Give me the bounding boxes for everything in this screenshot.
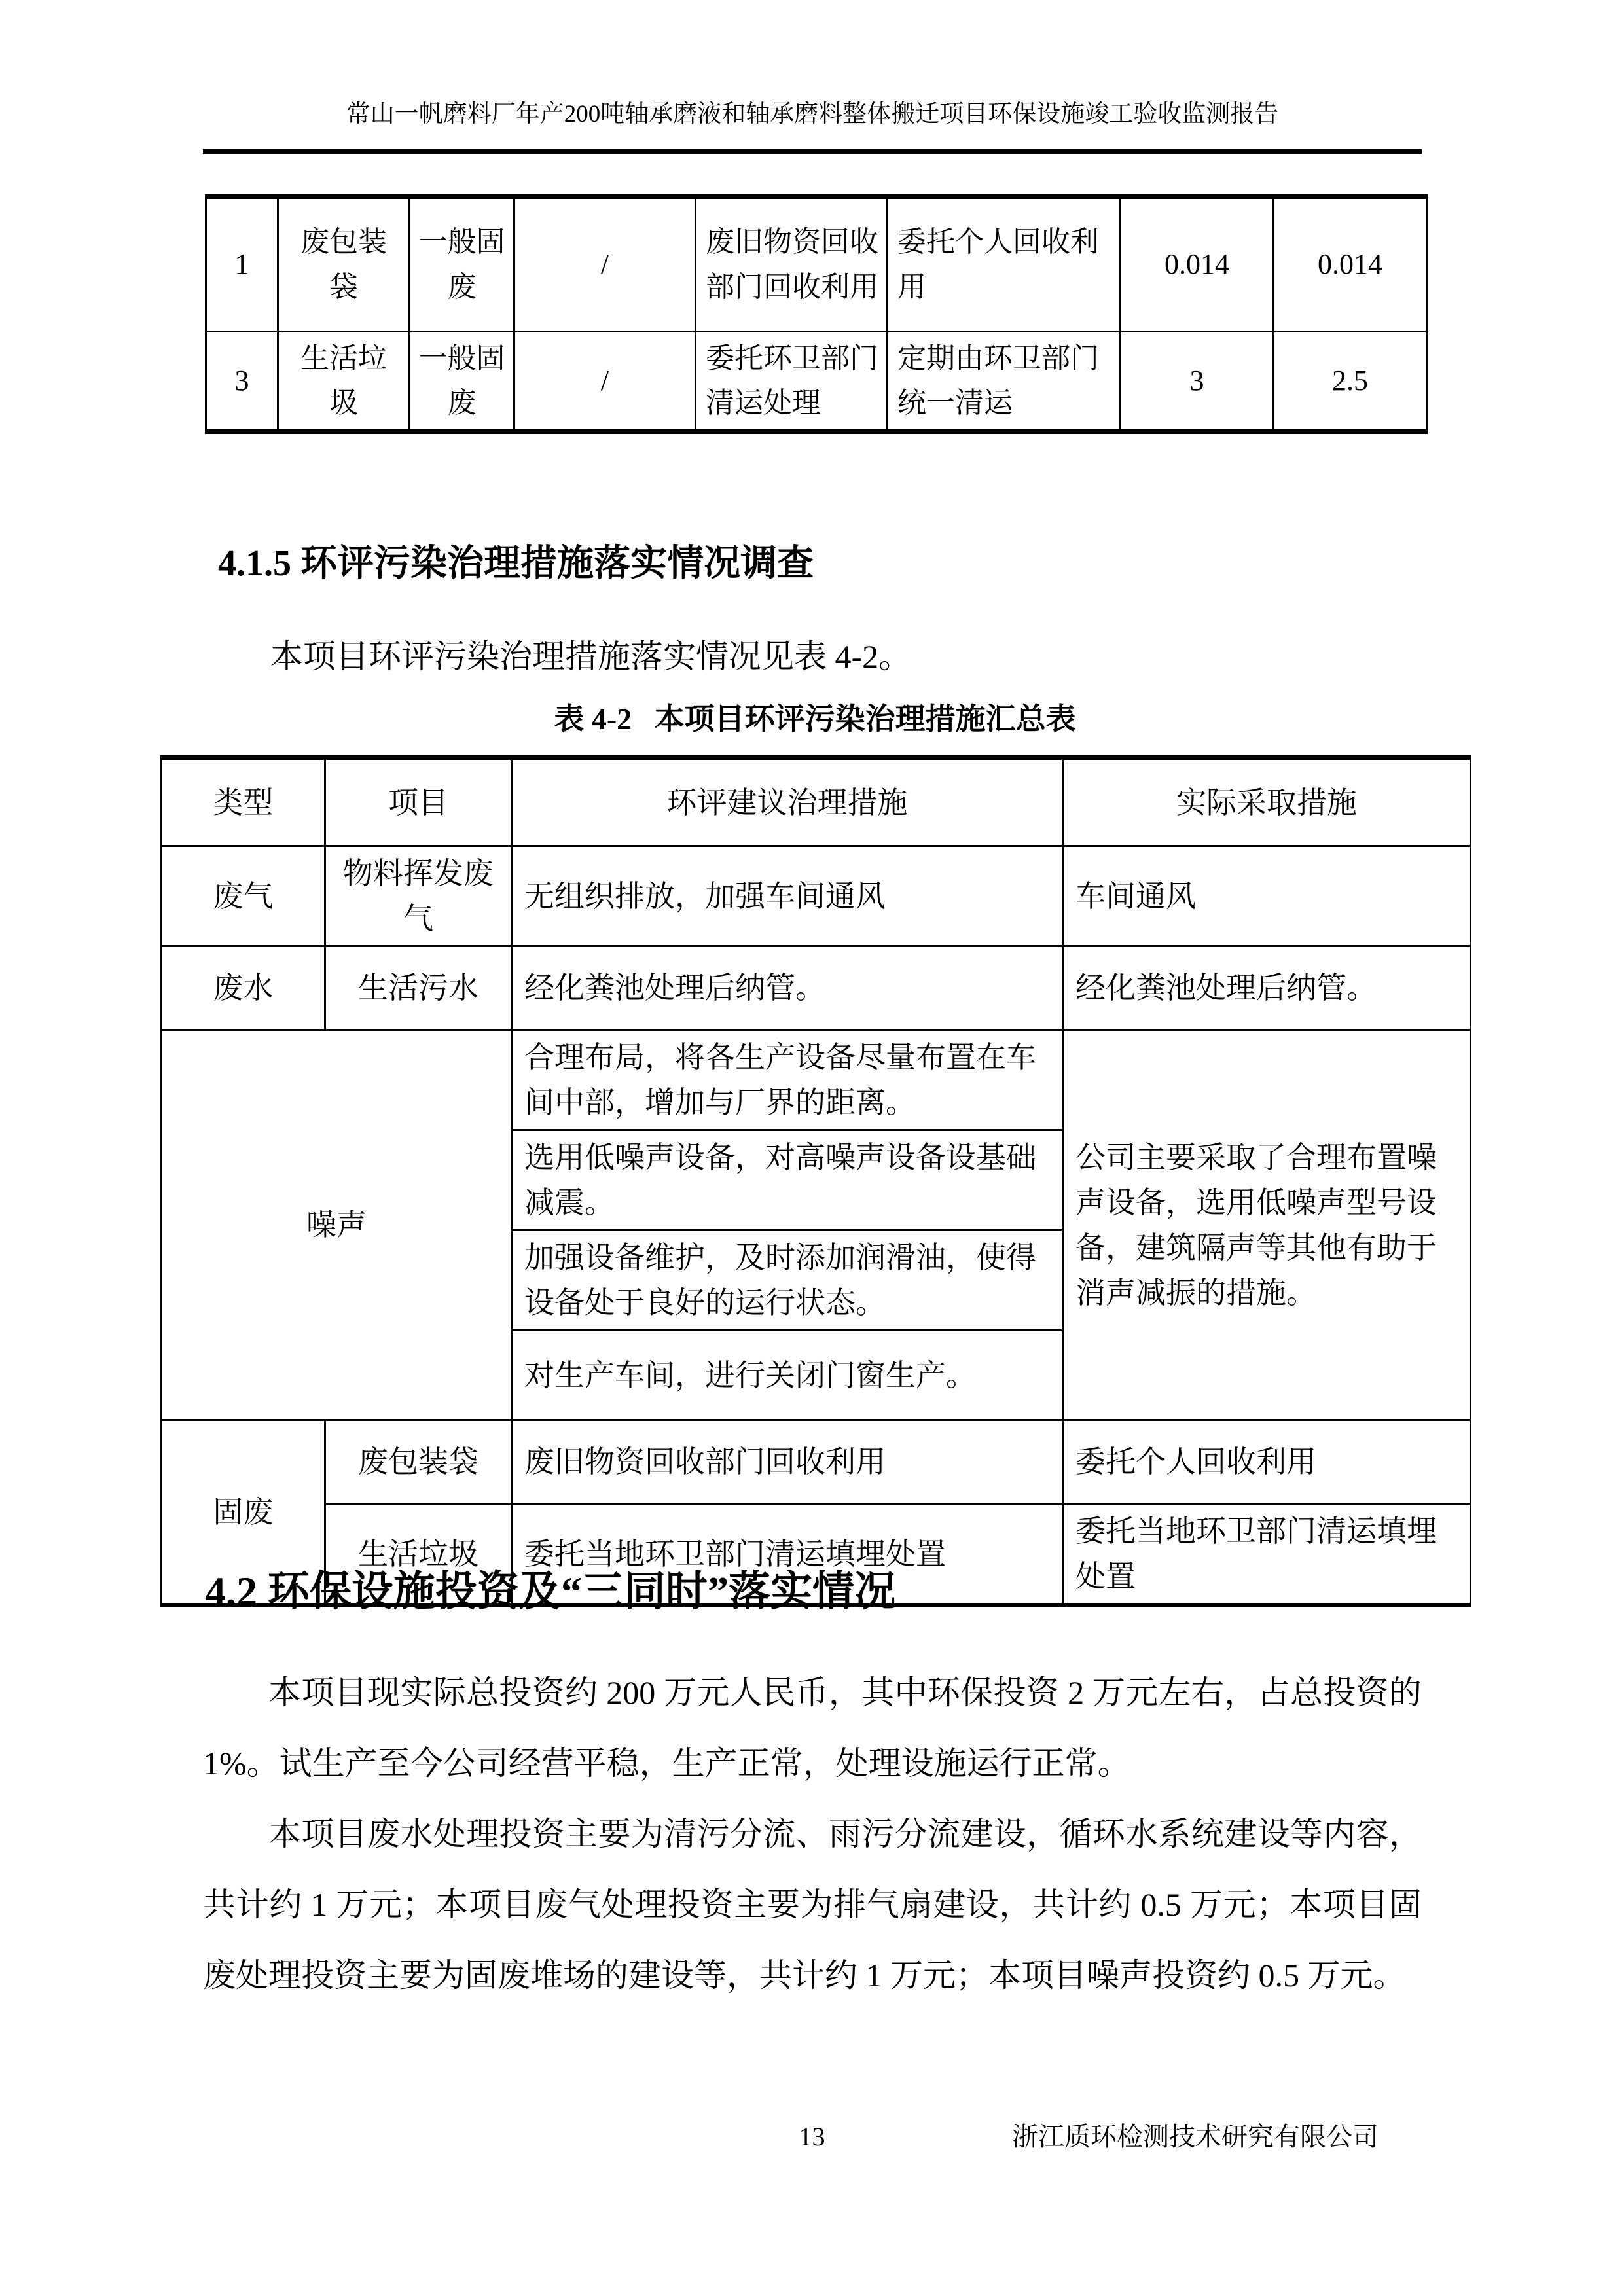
- cell-value-1: 3: [1121, 332, 1274, 432]
- cell-proposed-disposal: 委托环卫部门清运处理: [696, 332, 888, 432]
- table-row-gas: [162, 846, 1471, 946]
- cell-noise-measure-1: 合理布局，将各生产设备尽量布置在车间中部，增加与厂界的距离。: [512, 1030, 1063, 1130]
- cell-actual-disposal: 委托个人回收利用: [888, 197, 1121, 332]
- cell-item-solid-2: 生活垃圾: [325, 1504, 512, 1605]
- section-heading-4-2: 4.2 环保设施投资及“三同时”落实情况: [205, 1568, 896, 1615]
- cell-actual-gas: 车间通风: [1063, 846, 1471, 946]
- cell-waste-name: 生活垃圾: [278, 332, 410, 432]
- section-4-2-paragraph-2: 本项目废水处理投资主要为清污分流、雨污分流建设，循环水系统建设等内容，共计约 1 万元；本项目废气处理投资主要为排气扇建设，共计约 0.5 万元；本项目固废处理投资主要为固废堆场的建设等，共计约 1 万元；本项目噪声投资约 0.5 万元。: [203, 1816, 1422, 1994]
- cell-row-no: 1: [206, 197, 278, 332]
- section-4-1-5-paragraph: 本项目环评污染治理措施落实情况见表 4-2。: [270, 638, 912, 675]
- cell-proposed-water: 经化粪池处理后纳管。: [512, 946, 1063, 1030]
- cell-proposed-solid-2: 委托当地环卫部门清运填埋处置: [512, 1504, 1063, 1605]
- section-4-2-body: [203, 1657, 1422, 2011]
- page-header-title: 常山一帆磨料厂年产200吨轴承磨液和轴承磨料整体搬迁项目环保设施竣工验收监测报告: [346, 101, 1279, 128]
- cell-noise-measure-3: 加强设备维护，及时添加润滑油，使得设备处于良好的运行状态。: [512, 1230, 1063, 1331]
- header-cell-type: 类型: [162, 758, 325, 846]
- cell-item-gas: 物料挥发废气: [325, 846, 512, 946]
- page-number: 13: [799, 2122, 825, 2151]
- cell-actual-solid-1: 委托个人回收利用: [1063, 1420, 1471, 1504]
- cell-actual-noise: 公司主要采取了合理布置噪声设备，选用低噪声型号设备，建筑隔声等其他有助于消声减振的措施。: [1063, 1030, 1471, 1420]
- table-4-2: [160, 755, 1471, 1607]
- cell-type-solid: 固废: [162, 1420, 325, 1605]
- cell-type-noise: 噪声: [162, 1030, 512, 1420]
- table-row-solid-1: [162, 1420, 1471, 1504]
- footer-company-name: 浙江质环检测技术研究有限公司: [1012, 2122, 1379, 2151]
- cell-waste-category: 一般固废: [410, 332, 514, 432]
- table-row: [206, 332, 1427, 432]
- page-footer: [0, 2121, 1624, 2160]
- cell-slash: /: [514, 332, 696, 432]
- cell-item-solid-1: 废包装袋: [325, 1420, 512, 1504]
- cell-noise-measure-4: 对生产车间，进行关闭门窗生产。: [512, 1331, 1063, 1420]
- cell-proposed-gas: 无组织排放，加强车间通风: [512, 846, 1063, 946]
- cell-type-gas: 废气: [162, 846, 325, 946]
- table-header-row: [162, 758, 1471, 846]
- solid-waste-continuation-table: [205, 194, 1428, 434]
- cell-waste-category: 一般固废: [410, 197, 514, 332]
- table-row-water: [162, 946, 1471, 1030]
- cell-value-2: 0.014: [1274, 197, 1427, 332]
- page-header: [203, 99, 1422, 154]
- section-4-2-paragraph-1: 本项目现实际总投资约 200 万元人民币，其中环保投资 2 万元左右，占总投资的 1%。试生产至今公司经营平稳，生产正常，处理设施运行正常。: [203, 1674, 1422, 1782]
- cell-actual-solid-2: 委托当地环卫部门清运填埋处置: [1063, 1504, 1471, 1605]
- section-heading-4-1-5: 4.1.5 环评污染治理措施落实情况调查: [218, 543, 814, 584]
- cell-actual-disposal: 定期由环卫部门统一清运: [888, 332, 1121, 432]
- cell-waste-name: 废包装袋: [278, 197, 410, 332]
- cell-type-water: 废水: [162, 946, 325, 1030]
- table-row: [206, 197, 1427, 332]
- cell-value-2: 2.5: [1274, 332, 1427, 432]
- cell-proposed-disposal: 废旧物资回收部门回收利用: [696, 197, 888, 332]
- table-4-2-caption: 表 4-2 本项目环评污染治理措施汇总表: [554, 702, 1076, 736]
- cell-slash: /: [514, 197, 696, 332]
- cell-noise-measure-2: 选用低噪声设备，对高噪声设备设基础减震。: [512, 1130, 1063, 1230]
- header-cell-proposed: 环评建议治理措施: [512, 758, 1063, 846]
- cell-row-no: 3: [206, 332, 278, 432]
- table-row-noise-1: [162, 1030, 1471, 1130]
- cell-value-1: 0.014: [1121, 197, 1274, 332]
- header-cell-actual: 实际采取措施: [1063, 758, 1471, 846]
- cell-proposed-solid-1: 废旧物资回收部门回收利用: [512, 1420, 1063, 1504]
- cell-item-water: 生活污水: [325, 946, 512, 1030]
- cell-actual-water: 经化粪池处理后纳管。: [1063, 946, 1471, 1030]
- header-cell-item: 项目: [325, 758, 512, 846]
